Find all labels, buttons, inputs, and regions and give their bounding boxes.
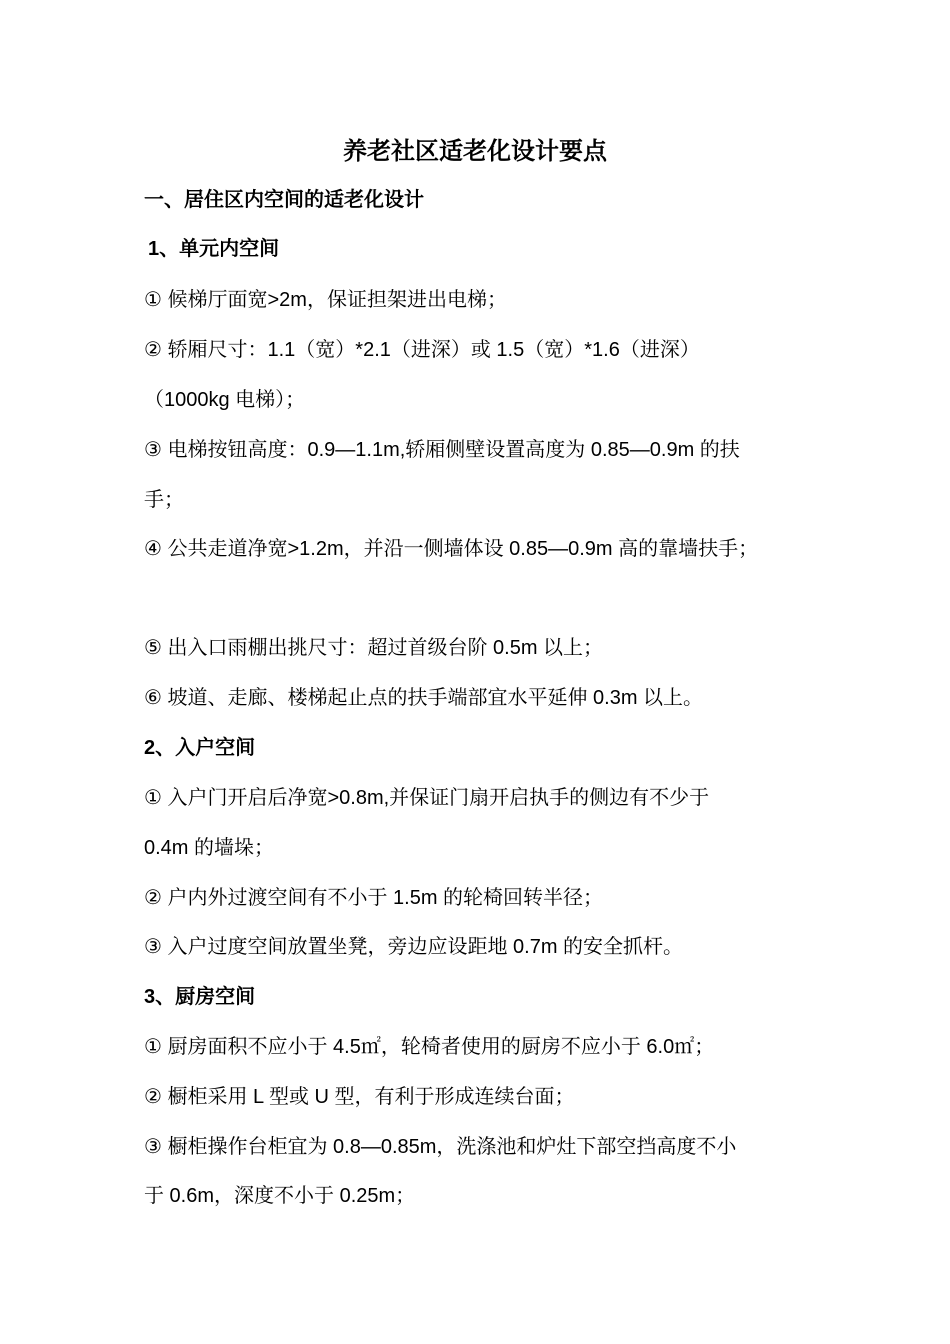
list-item: ④ 公共走道净宽>1.2m，并沿一侧墙体设 0.85—0.9m 高的靠墙扶手；	[144, 538, 759, 560]
list-item: ② 橱柜采用 L 型或 U 型，有利于形成连续台面；	[144, 1086, 575, 1108]
document-title: 养老社区适老化设计要点	[343, 138, 607, 165]
list-item: ③ 橱柜操作台柜宜为 0.8—0.85m，洗涤池和炉灶下部空挡高度不小	[144, 1136, 737, 1158]
subsection-heading: 2、入户空间	[144, 737, 256, 759]
list-item: ② 轿厢尺寸：1.1（宽）*2.1（进深）或 1.5（宽）*1.6（进深）	[144, 339, 700, 361]
subsection-heading: 1、单元内空间	[148, 238, 280, 260]
subsection-heading: 3、厨房空间	[144, 986, 256, 1008]
list-item-continuation: （1000kg 电梯）；	[144, 389, 306, 411]
list-item-continuation: 0.4m 的墙垛；	[144, 837, 275, 859]
list-item: ① 入户门开启后净宽>0.8m,并保证门扇开启执手的侧边有不少于	[144, 787, 710, 809]
list-item: ⑥ 坡道、走廊、楼梯起止点的扶手端部宜水平延伸 0.3m 以上。	[144, 687, 704, 709]
list-item: ③ 电梯按钮高度：0.9—1.1m,轿厢侧壁设置高度为 0.85—0.9m 的扶	[144, 439, 740, 461]
section-heading: 一、居住区内空间的适老化设计	[144, 189, 424, 211]
list-item: ① 厨房面积不应小于 4.5㎡，轮椅者使用的厨房不应小于 6.0㎡；	[144, 1036, 715, 1058]
list-item: ③ 入户过度空间放置坐凳，旁边应设距地 0.7m 的安全抓杆。	[144, 936, 684, 958]
list-item: ② 户内外过渡空间有不小于 1.5m 的轮椅回转半径；	[144, 887, 604, 909]
list-item-continuation: 手；	[144, 489, 184, 511]
list-item: ⑤ 出入口雨棚出挑尺寸：超过首级台阶 0.5m 以上；	[144, 637, 604, 659]
list-item: ① 候梯厅面宽>2m，保证担架进出电梯；	[144, 289, 507, 311]
list-item-continuation: 于 0.6m，深度不小于 0.25m；	[144, 1185, 416, 1207]
